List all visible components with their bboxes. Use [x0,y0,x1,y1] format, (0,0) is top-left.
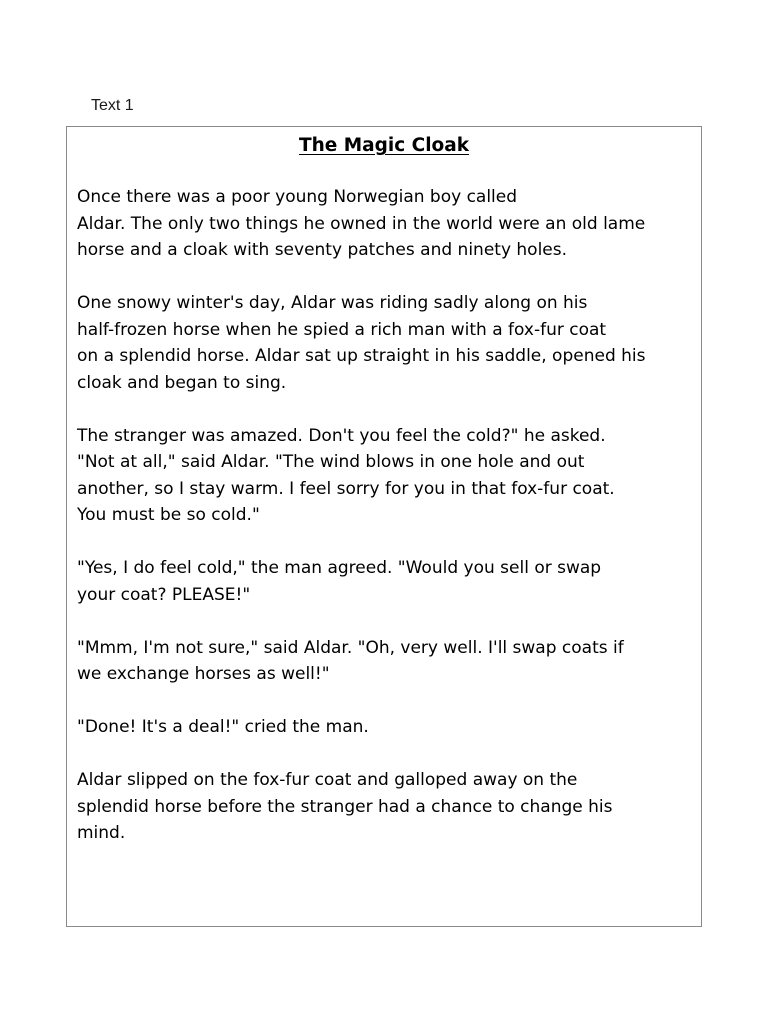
paragraph-line: cloak and began to sing. [77,372,287,393]
paragraph-7 [77,767,693,847]
paragraph-line: You must be so cold." [77,505,260,525]
paragraph-line: "Done! It's a deal!" cried the man. [77,717,369,737]
paragraph-line: "Mmm, I'm not sure," said Aldar. "Oh, very well. I'll swap coats if [77,637,624,658]
paragraph-line: One snowy winter's day, Aldar was riding sadly along on his [77,293,588,313]
paragraph-line: Aldar. The only two things he owned in the world were an old lame [77,213,646,234]
paragraph-line: half-frozen horse when he spied a rich man with a fox-fur coat [77,319,607,340]
paragraph-line: your coat? PLEASE!" [77,584,251,605]
story-body [77,184,693,873]
paragraph-4 [77,555,693,608]
paragraph-line: we exchange horses as well!" [77,664,330,684]
paragraph-3 [77,423,693,529]
paragraph-5 [77,635,693,688]
paragraph-line: Once there was a poor young Norwegian boy called [77,187,518,207]
paragraph-line: Aldar slipped on the fox-fur coat and galloped away on the [77,770,578,790]
paragraph-6 [77,714,693,741]
paragraph-line: on a splendid horse. Aldar sat up straight in his saddle, opened his [77,346,646,366]
paragraph-line: splendid horse before the stranger had a chance to change his [77,796,613,817]
paragraph-line: another, so I stay warm. I feel sorry for you in that fox-fur coat. [77,478,615,499]
story-title: The Magic Cloak [298,135,470,156]
paragraph-1 [77,184,693,264]
paragraph-line: horse and a cloak with seventy patches and ninety holes. [77,240,568,260]
paragraph-2 [77,290,693,396]
paragraph-line: "Yes, I do feel cold," the man agreed. "Would you sell or swap [77,558,602,578]
paragraph-line: The stranger was amazed. Don't you feel the cold?" he asked. [77,425,606,446]
story-box [66,126,702,927]
text-label: Text 1 [91,97,134,114]
paragraph-line: "Not at all," said Aldar. "The wind blows in one hole and out [77,452,585,472]
paragraph-line: mind. [77,823,126,843]
